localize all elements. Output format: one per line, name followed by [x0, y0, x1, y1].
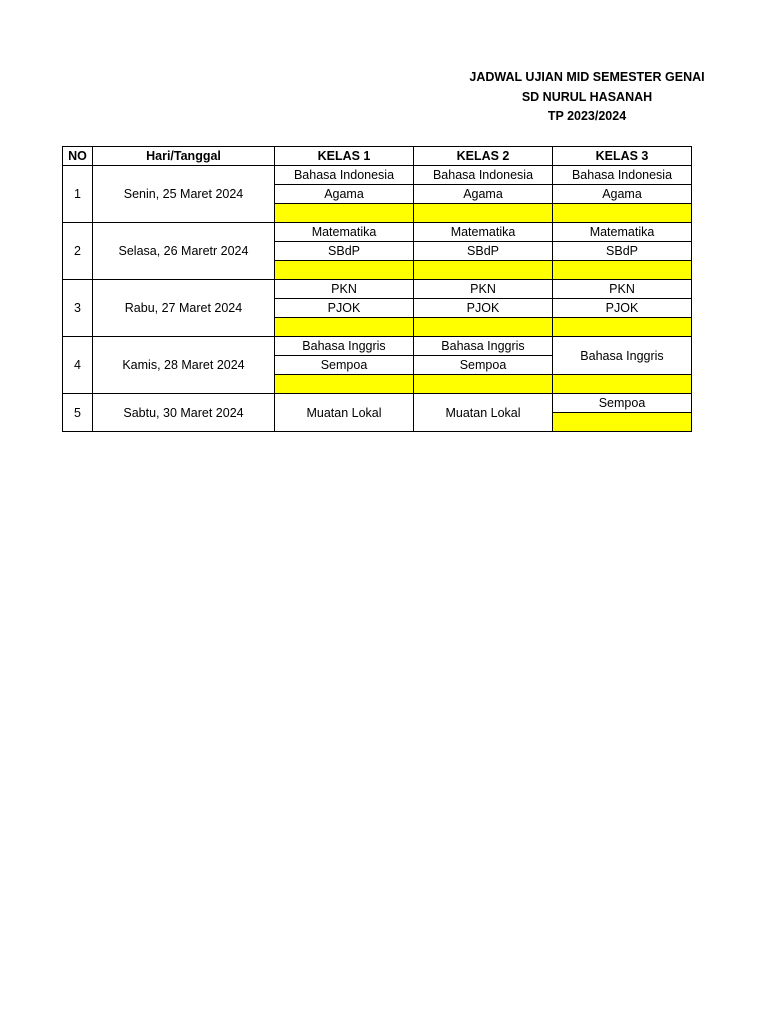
- subject-cell: SBdP: [414, 242, 553, 261]
- row-no: 1: [63, 166, 93, 223]
- title-line-1: JADWAL UJIAN MID SEMESTER GENAI: [469, 70, 705, 84]
- subject-cell: Bahasa Indonesia: [553, 166, 692, 185]
- subject-cell: Agama: [414, 185, 553, 204]
- subject-cell: Matematika: [414, 223, 553, 242]
- subject-cell: SBdP: [553, 242, 692, 261]
- subject-cell: Agama: [275, 185, 414, 204]
- header-kelas-2: KELAS 2: [414, 147, 553, 166]
- highlight-cell: [414, 204, 553, 223]
- subject-cell: Bahasa Inggris: [553, 337, 692, 375]
- row-no: 5: [63, 394, 93, 432]
- row-day: Selasa, 26 Maretr 2024: [93, 223, 275, 280]
- row-day: Rabu, 27 Maret 2024: [93, 280, 275, 337]
- title-line-3: TP 2023/2024: [547, 109, 627, 123]
- table-row: [63, 280, 692, 299]
- row-no: 3: [63, 280, 93, 337]
- subject-cell: Matematika: [553, 223, 692, 242]
- row-day: Senin, 25 Maret 2024: [93, 166, 275, 223]
- subject-cell: Muatan Lokal: [414, 394, 553, 432]
- title-line-2: SD NURUL HASANAH: [521, 89, 653, 104]
- highlight-cell: [414, 318, 553, 337]
- highlight-cell: [275, 375, 414, 394]
- table-row: [63, 223, 692, 242]
- subject-cell: Matematika: [275, 223, 414, 242]
- subject-cell: PKN: [414, 280, 553, 299]
- subject-cell: PJOK: [414, 299, 553, 318]
- document-title-block: [462, 68, 712, 127]
- subject-cell: Muatan Lokal: [275, 394, 414, 432]
- row-no: 4: [63, 337, 93, 394]
- subject-cell: Bahasa Inggris: [414, 337, 553, 356]
- subject-cell: Bahasa Inggris: [275, 337, 414, 356]
- header-kelas-3: KELAS 3: [553, 147, 692, 166]
- subject-cell: PKN: [275, 280, 414, 299]
- highlight-cell: [275, 261, 414, 280]
- header-kelas-1: KELAS 1: [275, 147, 414, 166]
- row-day: Sabtu, 30 Maret 2024: [93, 394, 275, 432]
- row-day: Kamis, 28 Maret 2024: [93, 337, 275, 394]
- header-day: Hari/Tanggal: [93, 147, 275, 166]
- row-no: 2: [63, 223, 93, 280]
- subject-cell: Bahasa Indonesia: [414, 166, 553, 185]
- highlight-cell: [414, 375, 553, 394]
- subject-cell: Sempoa: [275, 356, 414, 375]
- highlight-cell: [553, 413, 692, 432]
- table-row: [63, 394, 692, 413]
- subject-cell: Sempoa: [553, 394, 692, 413]
- highlight-cell: [414, 261, 553, 280]
- highlight-cell: [553, 261, 692, 280]
- table-header-row: [63, 147, 692, 166]
- table-row: [63, 166, 692, 185]
- highlight-cell: [553, 204, 692, 223]
- highlight-cell: [553, 318, 692, 337]
- header-no: NO: [63, 147, 93, 166]
- table-row: [63, 337, 692, 356]
- subject-cell: Sempoa: [414, 356, 553, 375]
- subject-cell: PJOK: [275, 299, 414, 318]
- subject-cell: Bahasa Indonesia: [275, 166, 414, 185]
- highlight-cell: [553, 375, 692, 394]
- subject-cell: PKN: [553, 280, 692, 299]
- subject-cell: PJOK: [553, 299, 692, 318]
- subject-cell: Agama: [553, 185, 692, 204]
- exam-schedule-table: [62, 146, 692, 432]
- subject-cell: SBdP: [275, 242, 414, 261]
- highlight-cell: [275, 204, 414, 223]
- highlight-cell: [275, 318, 414, 337]
